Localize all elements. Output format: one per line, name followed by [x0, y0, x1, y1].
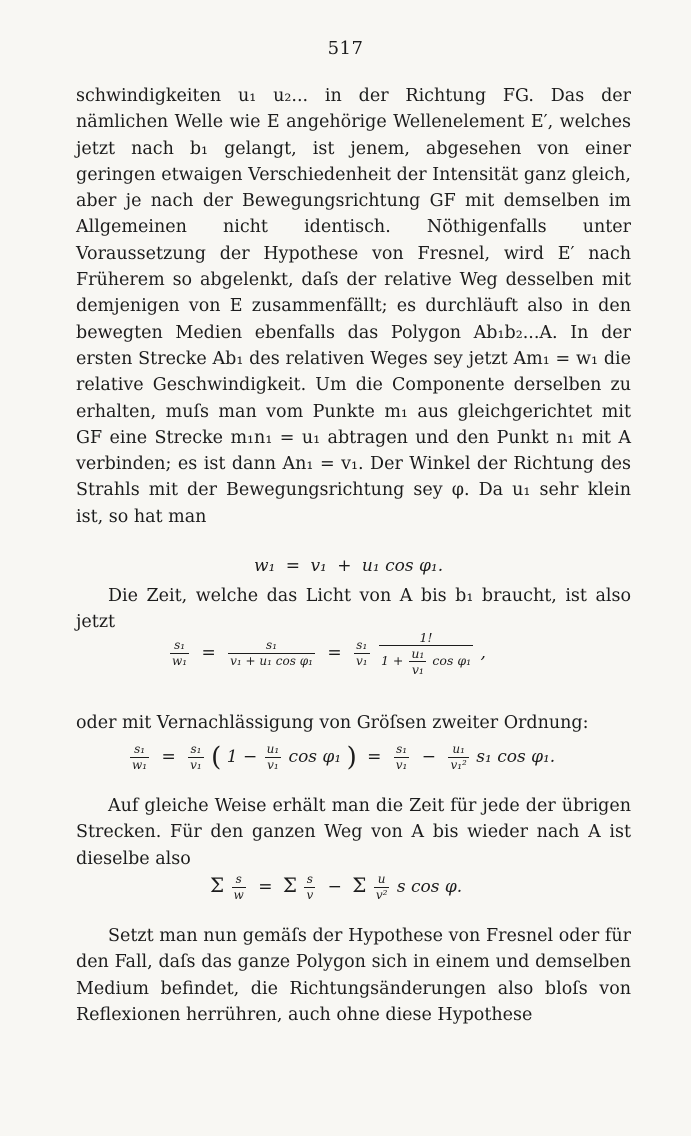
eq4-f1-num: s	[232, 872, 246, 888]
eq2-f2-num: s₁	[228, 638, 315, 654]
eq1-b: u₁ cos φ₁.	[361, 556, 444, 576]
paragraph-2: Die Zeit, welche das Licht von A bis b₁ braucht, ist also jetzt	[76, 586, 631, 633]
eq3-tail: s₁ cos φ₁.	[476, 747, 556, 767]
eq2-frac-3	[354, 638, 370, 669]
eq4-sum-2: Σ	[282, 873, 298, 897]
equation-1	[254, 556, 443, 576]
eq2-f4-num: 1!	[379, 630, 473, 646]
page-number: 517	[327, 38, 364, 59]
eq2-f4-den-b: cos φ₁	[432, 653, 472, 668]
eq1-lhs: w₁	[254, 556, 276, 576]
eq3-f5-den: v₁²	[450, 758, 467, 772]
eq4-f2-den: v	[306, 888, 314, 902]
eq3-one-minus: 1 −	[226, 747, 258, 767]
eq3-open-paren: (	[211, 742, 222, 773]
eq3-frac-3	[265, 742, 282, 773]
eq2-f4-inner-num: u₁	[411, 646, 425, 661]
eq4-frac-1	[232, 872, 246, 903]
eq4-minus: −	[327, 877, 342, 897]
eq4-sum-1: Σ	[210, 873, 225, 897]
eq3-equals-2: =	[367, 747, 382, 767]
eq3-f2-den: v₁	[190, 758, 202, 772]
eq2-frac-1	[170, 638, 189, 669]
eq3-f1-num: s₁	[130, 742, 149, 758]
eq4-f3-den: v²	[375, 888, 388, 902]
eq2-frac-2	[228, 638, 315, 669]
eq3-f1-den: w₁	[132, 758, 148, 772]
eq3-frac-2	[188, 742, 204, 773]
eq2-frac-4	[379, 630, 473, 677]
eq3-f4-num: s₁	[394, 742, 410, 758]
paragraph-3-line: oder mit Vernachlässigung von Gröſsen zweiter Ordnung:	[76, 713, 589, 733]
equation-4	[210, 872, 462, 903]
eq3-f3-den: v₁	[267, 758, 279, 772]
eq3-frac-1	[130, 742, 149, 773]
eq2-f3-num: s₁	[354, 638, 370, 654]
eq3-f4-den: v₁	[395, 758, 408, 772]
eq3-close-paren: )	[346, 742, 357, 773]
eq3-f2-num: s₁	[188, 742, 204, 758]
paragraph-5: Setzt man nun gemäſs der Hypothese von Fresnel oder für den Fall, daſs das ganze Polygon sich in einem und demselben Medium befindet, die Richtungsänderungen also bloſs von Reflexionen herrühren, auch ohne diese Hypothese	[76, 926, 631, 1025]
eq1-equals: =	[285, 556, 301, 576]
eq1-plus: +	[337, 556, 352, 576]
eq2-f2-den: v₁ + u₁ cos φ₁	[230, 654, 313, 668]
eq4-tail: s cos φ.	[396, 877, 463, 897]
eq2-f4-inner-frac	[409, 646, 426, 677]
eq2-f1-den: w₁	[172, 654, 188, 668]
eq4-equals: =	[258, 877, 273, 897]
paragraph-1: schwindigkeiten u₁ u₂... in der Richtung FG. Das der nämlichen Welle wie E angehörige Wellenelement E′, welches jetzt nach b₁ gelangt, ist jenem, abgesehen von einer geringen etwaigen Verschiedenheit der Intensität ganz gleich, aber je nach der Bewegungsrichtung GF mit demselben im Allgemeinen nicht identisch. Nöthigenfalls unter Voraussetzung der Hypothese von Fresnel, wird E′ nach Früherem so abgelenkt, daſs der relative Weg desselben mit demjenigen von E zusammenfällt; es durchläuft also in den bewegten Medien ebenfalls das Polygon Ab₁b₂...A. In der ersten Strecke Ab₁ des relativen Weges sey jetzt Am₁ = w₁ die relative Geschwindigkeit. Um die Componente derselben zu erhalten, muſs man vom Punkte m₁ aus gleichgerichtet mit GF eine Strecke m₁n₁ = u₁ abtragen und den Punkt n₁ mit A verbinden; es ist dann An₁ = v₁. Der Winkel der Richtung des Strahls mit der Bewegungsrichtung sey φ. Da u₁ sehr klein ist, so hat man	[76, 86, 631, 527]
eq2-f3-den: v₁	[355, 654, 368, 668]
eq4-f1-den: w	[233, 888, 244, 902]
equation-3	[128, 742, 555, 773]
eq2-f4-den-a: 1 +	[380, 653, 404, 668]
eq4-f3-num: u	[374, 872, 390, 888]
eq3-f3-num: u₁	[266, 742, 280, 756]
eq3-cos: cos φ₁	[288, 747, 342, 767]
eq3-equals-1: =	[161, 747, 176, 767]
eq2-f4-inner-den: v₁	[411, 662, 424, 677]
eq4-frac-2	[304, 872, 315, 903]
eq3-frac-4	[394, 742, 410, 773]
eq2-f1-num: s₁	[170, 638, 189, 654]
eq2-equals-2: =	[327, 643, 342, 663]
eq4-frac-3	[374, 872, 390, 903]
eq2-f4-den	[379, 646, 473, 677]
paragraph-4: Auf gleiche Weise erhält man die Zeit für jede der übrigen Strecken. Für den ganzen Weg von A bis wieder nach A ist dieselbe also	[76, 796, 631, 869]
eq2-comma: ,	[480, 643, 486, 663]
eq4-f2-num: s	[304, 872, 315, 888]
eq3-minus: −	[421, 747, 437, 767]
eq4-sum-3: Σ	[352, 873, 367, 897]
eq3-frac-5	[448, 742, 468, 773]
eq1-a: v₁	[310, 556, 327, 576]
eq3-f5-num: u₁	[448, 742, 468, 758]
eq2-equals-1: =	[201, 643, 216, 663]
equation-2	[168, 630, 486, 677]
